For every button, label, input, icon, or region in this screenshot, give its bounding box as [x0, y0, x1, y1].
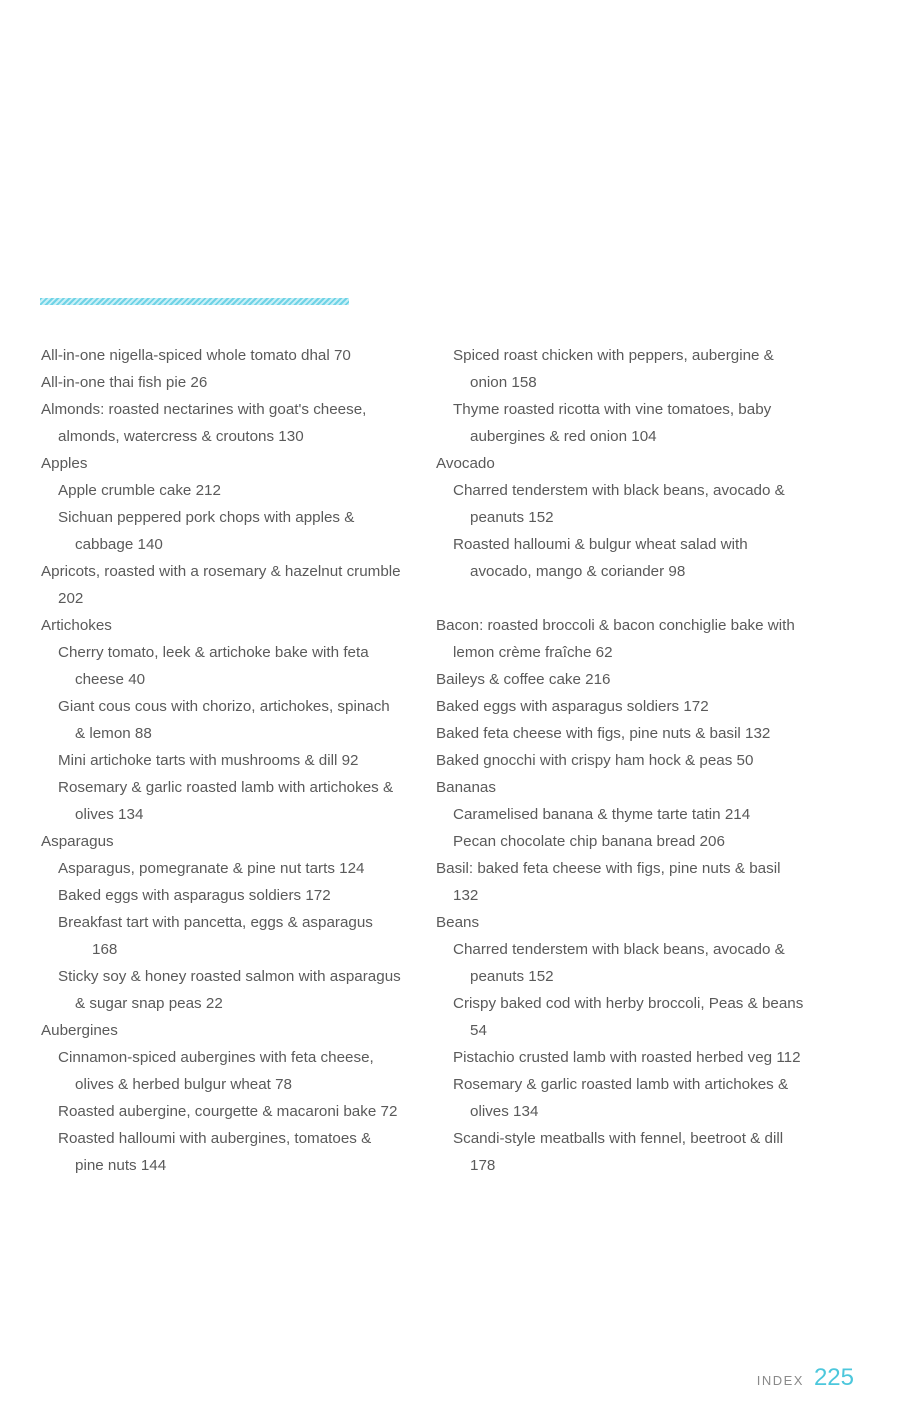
- index-subentry: Thyme roasted ricotta with vine tomatoes, baby aubergines & red onion 104: [453, 401, 772, 445]
- index-subentry: Rosemary & garlic roasted lamb with artichokes & olives 134: [58, 779, 394, 823]
- index-entry: Bacon: roasted broccoli & bacon conchiglie bake with lemon crème fraîche 62: [436, 617, 795, 661]
- index-subentry: Asparagus, pomegranate & pine nut tarts 124: [58, 860, 365, 877]
- index-entry: Baked gnocchi with crispy ham hock & peas 50: [436, 752, 754, 769]
- index-entry: Beans: [436, 914, 480, 931]
- index-subentry: Sticky soy & honey roasted salmon with asparagus & sugar snap peas 22: [58, 968, 401, 1012]
- index-entry: Apricots, roasted with a rosemary & hazelnut crumble 202: [41, 563, 401, 607]
- index-entry: Asparagus: [41, 833, 114, 850]
- index-entry: Baileys & coffee cake 216: [436, 671, 611, 688]
- letter-gap: [436, 585, 806, 612]
- index-entry: Almonds: roasted nectarines with goat's cheese, almonds, watercress & croutons 130: [41, 401, 367, 445]
- section-label: INDEX: [756, 1373, 804, 1388]
- index-entry: Basil: baked feta cheese with figs, pine nuts & basil 132: [436, 860, 781, 904]
- index-subentry: Mini artichoke tarts with mushrooms & dill 92: [58, 752, 359, 769]
- index-subentry: Cinnamon-spiced aubergines with feta cheese, olives & herbed bulgur wheat 78: [58, 1049, 374, 1093]
- index-subentry: Breakfast tart with pancetta, eggs & asparagus 168: [58, 914, 373, 958]
- index-entry: Baked feta cheese with figs, pine nuts & basil 132: [436, 725, 771, 742]
- index-subentry: Pistachio crusted lamb with roasted herbed veg 112: [453, 1049, 801, 1066]
- index-column-left: [41, 342, 401, 1179]
- page-footer: [757, 1364, 854, 1392]
- index-entry: Baked eggs with asparagus soldiers 172: [436, 698, 709, 715]
- index-subentry: Charred tenderstem with black beans, avocado & peanuts 152: [453, 941, 785, 985]
- index-subentry: Crispy baked cod with herby broccoli, Peas & beans 54: [453, 995, 804, 1039]
- index-entry: Apples: [41, 455, 88, 472]
- index-entry: Bananas: [436, 779, 496, 796]
- index-entry: All-in-one nigella-spiced whole tomato dhal 70: [41, 347, 351, 364]
- index-subentry: Rosemary & garlic roasted lamb with artichokes & olives 134: [453, 1076, 789, 1120]
- index-subentry: Roasted halloumi & bulgur wheat salad with avocado, mango & coriander 98: [453, 536, 748, 580]
- index-subentry: Apple crumble cake 212: [58, 482, 221, 499]
- index-subentry: Baked eggs with asparagus soldiers 172: [58, 887, 331, 904]
- index-subentry: Giant cous cous with chorizo, artichokes, spinach & lemon 88: [58, 698, 390, 742]
- page-number: 225: [813, 1364, 854, 1391]
- index-subentry: Sichuan peppered pork chops with apples & cabbage 140: [58, 509, 355, 553]
- index-subentry: Caramelised banana & thyme tarte tatin 214: [453, 806, 751, 823]
- index-subentry: Spiced roast chicken with peppers, aubergine & onion 158: [453, 347, 774, 391]
- index-column-right: [436, 342, 806, 1179]
- index-entry: Aubergines: [41, 1022, 118, 1039]
- index-subentry: Pecan chocolate chip banana bread 206: [453, 833, 725, 850]
- index-subentry: Scandi-style meatballs with fennel, beetroot & dill 178: [453, 1130, 784, 1174]
- index-entry: Artichokes: [41, 617, 112, 634]
- accent-rule: [40, 298, 349, 305]
- index-entry: All-in-one thai fish pie 26: [41, 374, 208, 391]
- index-entry: Avocado: [436, 455, 495, 472]
- index-subentry: Roasted halloumi with aubergines, tomatoes & pine nuts 144: [58, 1130, 372, 1174]
- index-subentry: Cherry tomato, leek & artichoke bake with feta cheese 40: [58, 644, 369, 688]
- index-subentry: Roasted aubergine, courgette & macaroni bake 72: [58, 1103, 398, 1120]
- index-subentry: Charred tenderstem with black beans, avocado & peanuts 152: [453, 482, 785, 526]
